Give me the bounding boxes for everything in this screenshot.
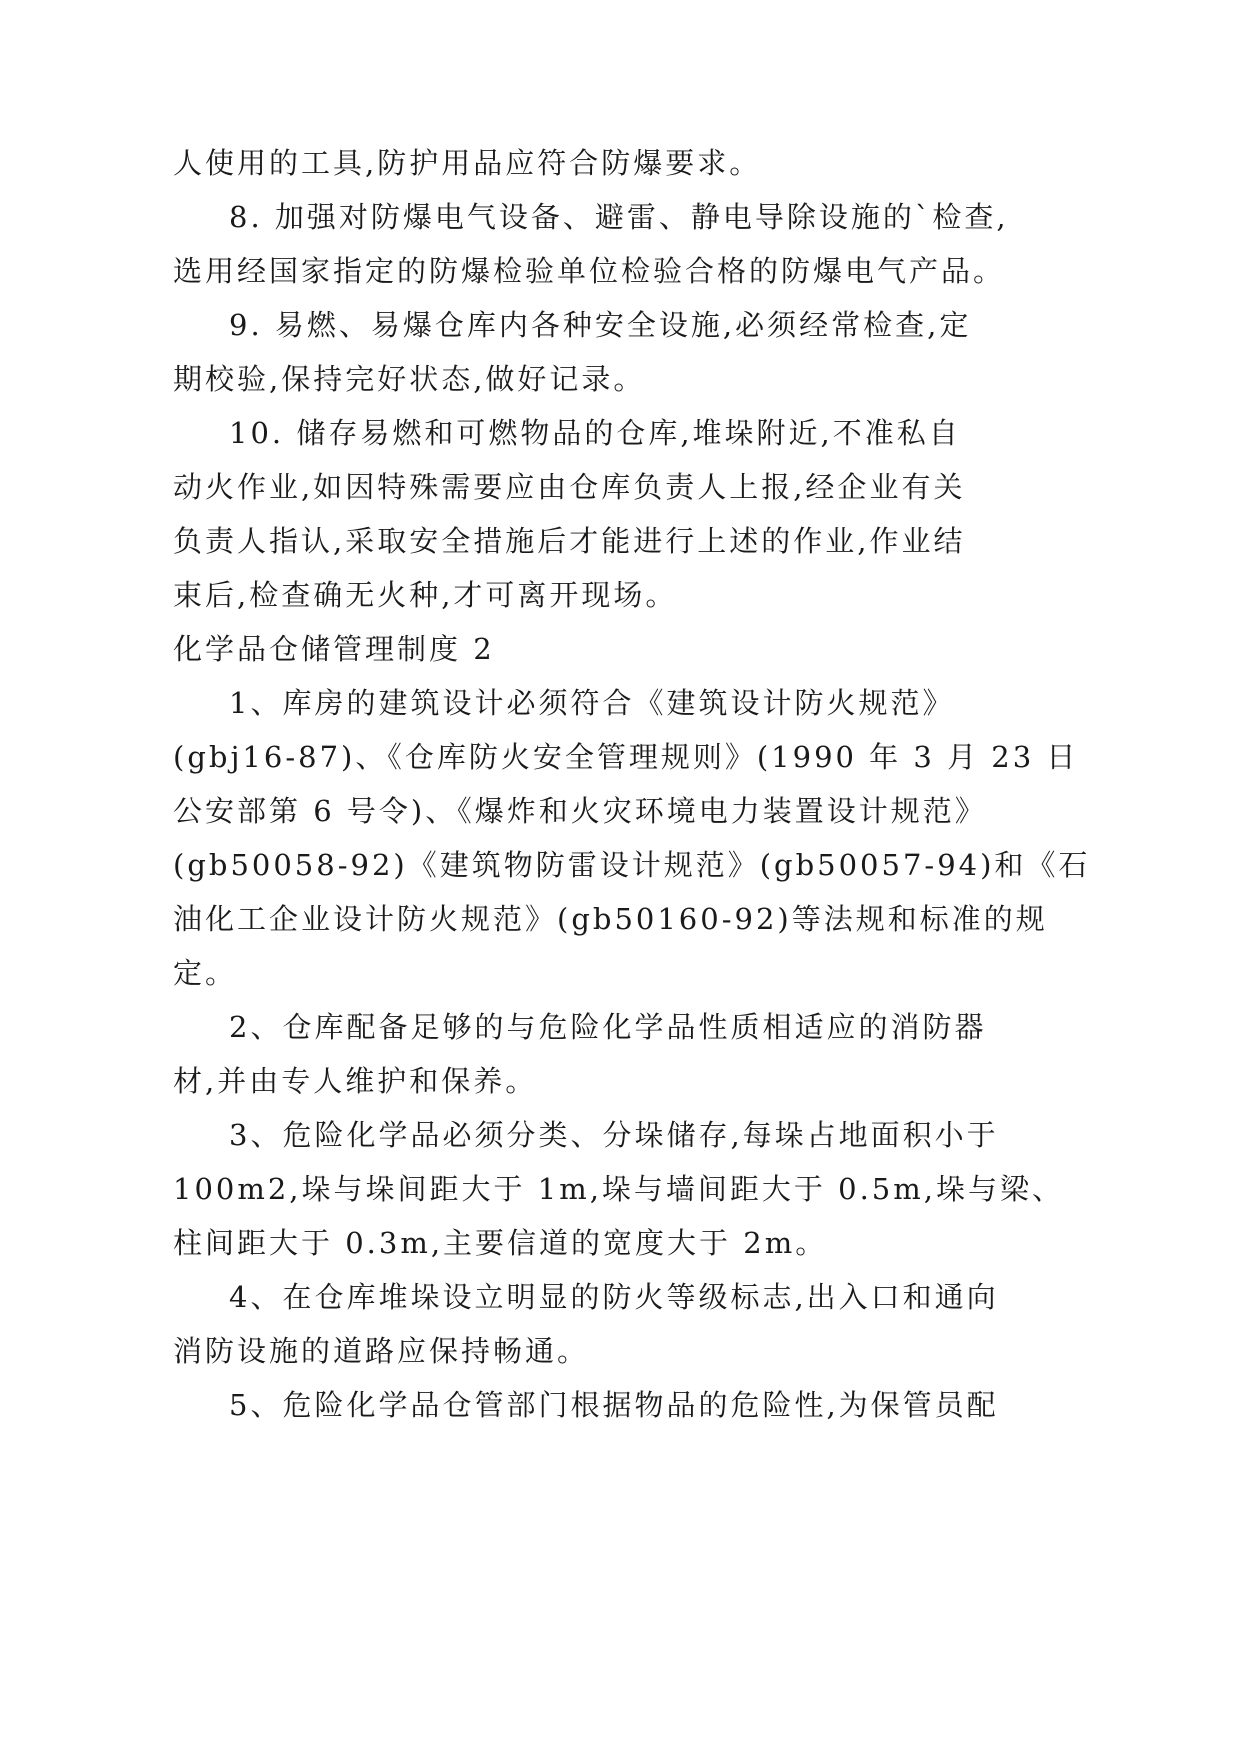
text-line: 3、危险化学品必须分类、分垛储存,每垛占地面积小于 (229, 1118, 999, 1152)
text-line: 束后,检查确无火种,才可离开现场。 (173, 578, 678, 612)
section-heading: 化学品仓储管理制度 2 (173, 632, 495, 666)
text-line: 动火作业,如因特殊需要应由仓库负责人上报,经企业有关 (173, 470, 966, 504)
text-line: 选用经国家指定的防爆检验单位检验合格的防爆电气产品。 (173, 254, 1006, 288)
text-line: 9. 易燃、易爆仓库内各种安全设施,必须经常检查,定 (229, 308, 972, 342)
text-line: 100m2,垛与垛间距大于 1m,垛与墙间距大于 0.5m,垛与梁、 (173, 1172, 1064, 1206)
text-line: 定。 (173, 956, 238, 990)
text-line: 2、仓库配备足够的与危险化学品性质相适应的消防器 (229, 1010, 987, 1044)
text-line: 10. 储存易燃和可燃物品的仓库,堆垛附近,不准私自 (229, 416, 961, 450)
text-line: 油化工企业设计防火规范》(gb50160-92)等法规和标准的规 (173, 902, 1048, 936)
text-line: (gbj16-87)、《仓库防火安全管理规则》(1990 年 3 月 23 日 (173, 740, 1079, 774)
text-line: 材,并由专人维护和保养。 (173, 1064, 538, 1098)
text-line: 8. 加强对防爆电气设备、避雷、静电导除设施的`检查, (229, 200, 1009, 234)
text-line: 5、危险化学品仓管部门根据物品的危险性,为保管员配 (229, 1388, 999, 1422)
text-line: 公安部第 6 号令)、《爆炸和火灾环境电力装置设计规范》 (173, 794, 987, 828)
text-line: 人使用的工具,防护用品应符合防爆要求。 (173, 146, 762, 180)
text-line: 负责人指认,采取安全措施后才能进行上述的作业,作业结 (173, 524, 966, 558)
text-line: 4、在仓库堆垛设立明显的防火等级标志,出入口和通向 (229, 1280, 999, 1314)
text-line: 柱间距大于 0.3m,主要信道的宽度大于 2m。 (173, 1226, 828, 1260)
text-line: 消防设施的道路应保持畅通。 (173, 1334, 590, 1368)
text-line: (gb50058-92)《建筑物防雷设计规范》(gb50057-94)和《石 (173, 848, 1091, 882)
text-line: 1、库房的建筑设计必须符合《建筑设计防火规范》 (229, 686, 955, 720)
text-line: 期校验,保持完好状态,做好记录。 (173, 362, 646, 396)
